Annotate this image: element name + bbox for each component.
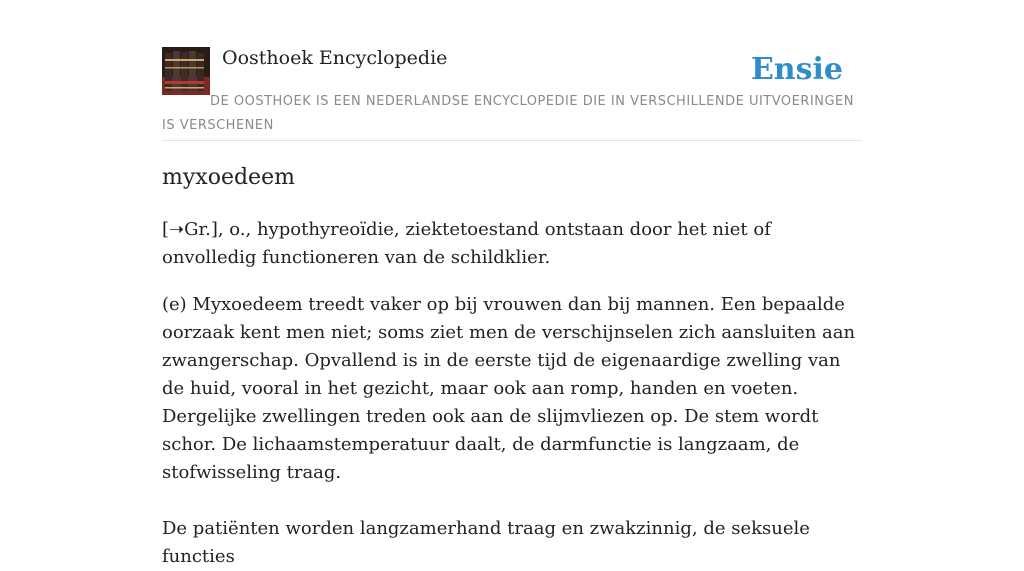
entry-content xyxy=(162,160,862,571)
site-header xyxy=(162,46,862,141)
entry-paragraph: De patiënten worden langzamerhand traag en zwakzinnig, de seksuele functies xyxy=(162,518,810,567)
avatar[interactable] xyxy=(162,47,210,95)
site-title[interactable]: Oosthoek Encyclopedie xyxy=(222,47,448,69)
entry-title: myxoedeem xyxy=(162,165,295,190)
encyclopedia-books-icon xyxy=(162,47,210,95)
site-tagline: DE OOSTHOEK IS EEN NEDERLANDSE ENCYCLOPEDIE DIE IN VERSCHILLENDE UITVOERINGEN IS VERSCHENEN xyxy=(162,94,854,133)
entry-paragraph: (e) Myxoedeem treedt vaker op bij vrouwen dan bij mannen. Een bepaalde oorzaak kent men niet; soms ziet men de verschijnselen zich aansluiten aan zwangerschap. Opvallend is in de eerste tijd de eigenaardige zwelling van de huid, vooral in het gezicht, maar ook aan romp, handen en voeten. Dergelijke zwellingen treden ook aan de slijmvliezen op. De stem wordt schor. De lichaamstemperatuur daalt, de darmfunctie is langzaam, de stofwisseling traag. xyxy=(162,294,856,483)
brand-logo[interactable]: Ensie xyxy=(750,52,843,87)
entry-paragraph: [➝Gr.], o., hypothyreoïdie, ziektetoestand ontstaan door het niet of onvolledig functioneren van de schildklier. xyxy=(162,219,771,268)
